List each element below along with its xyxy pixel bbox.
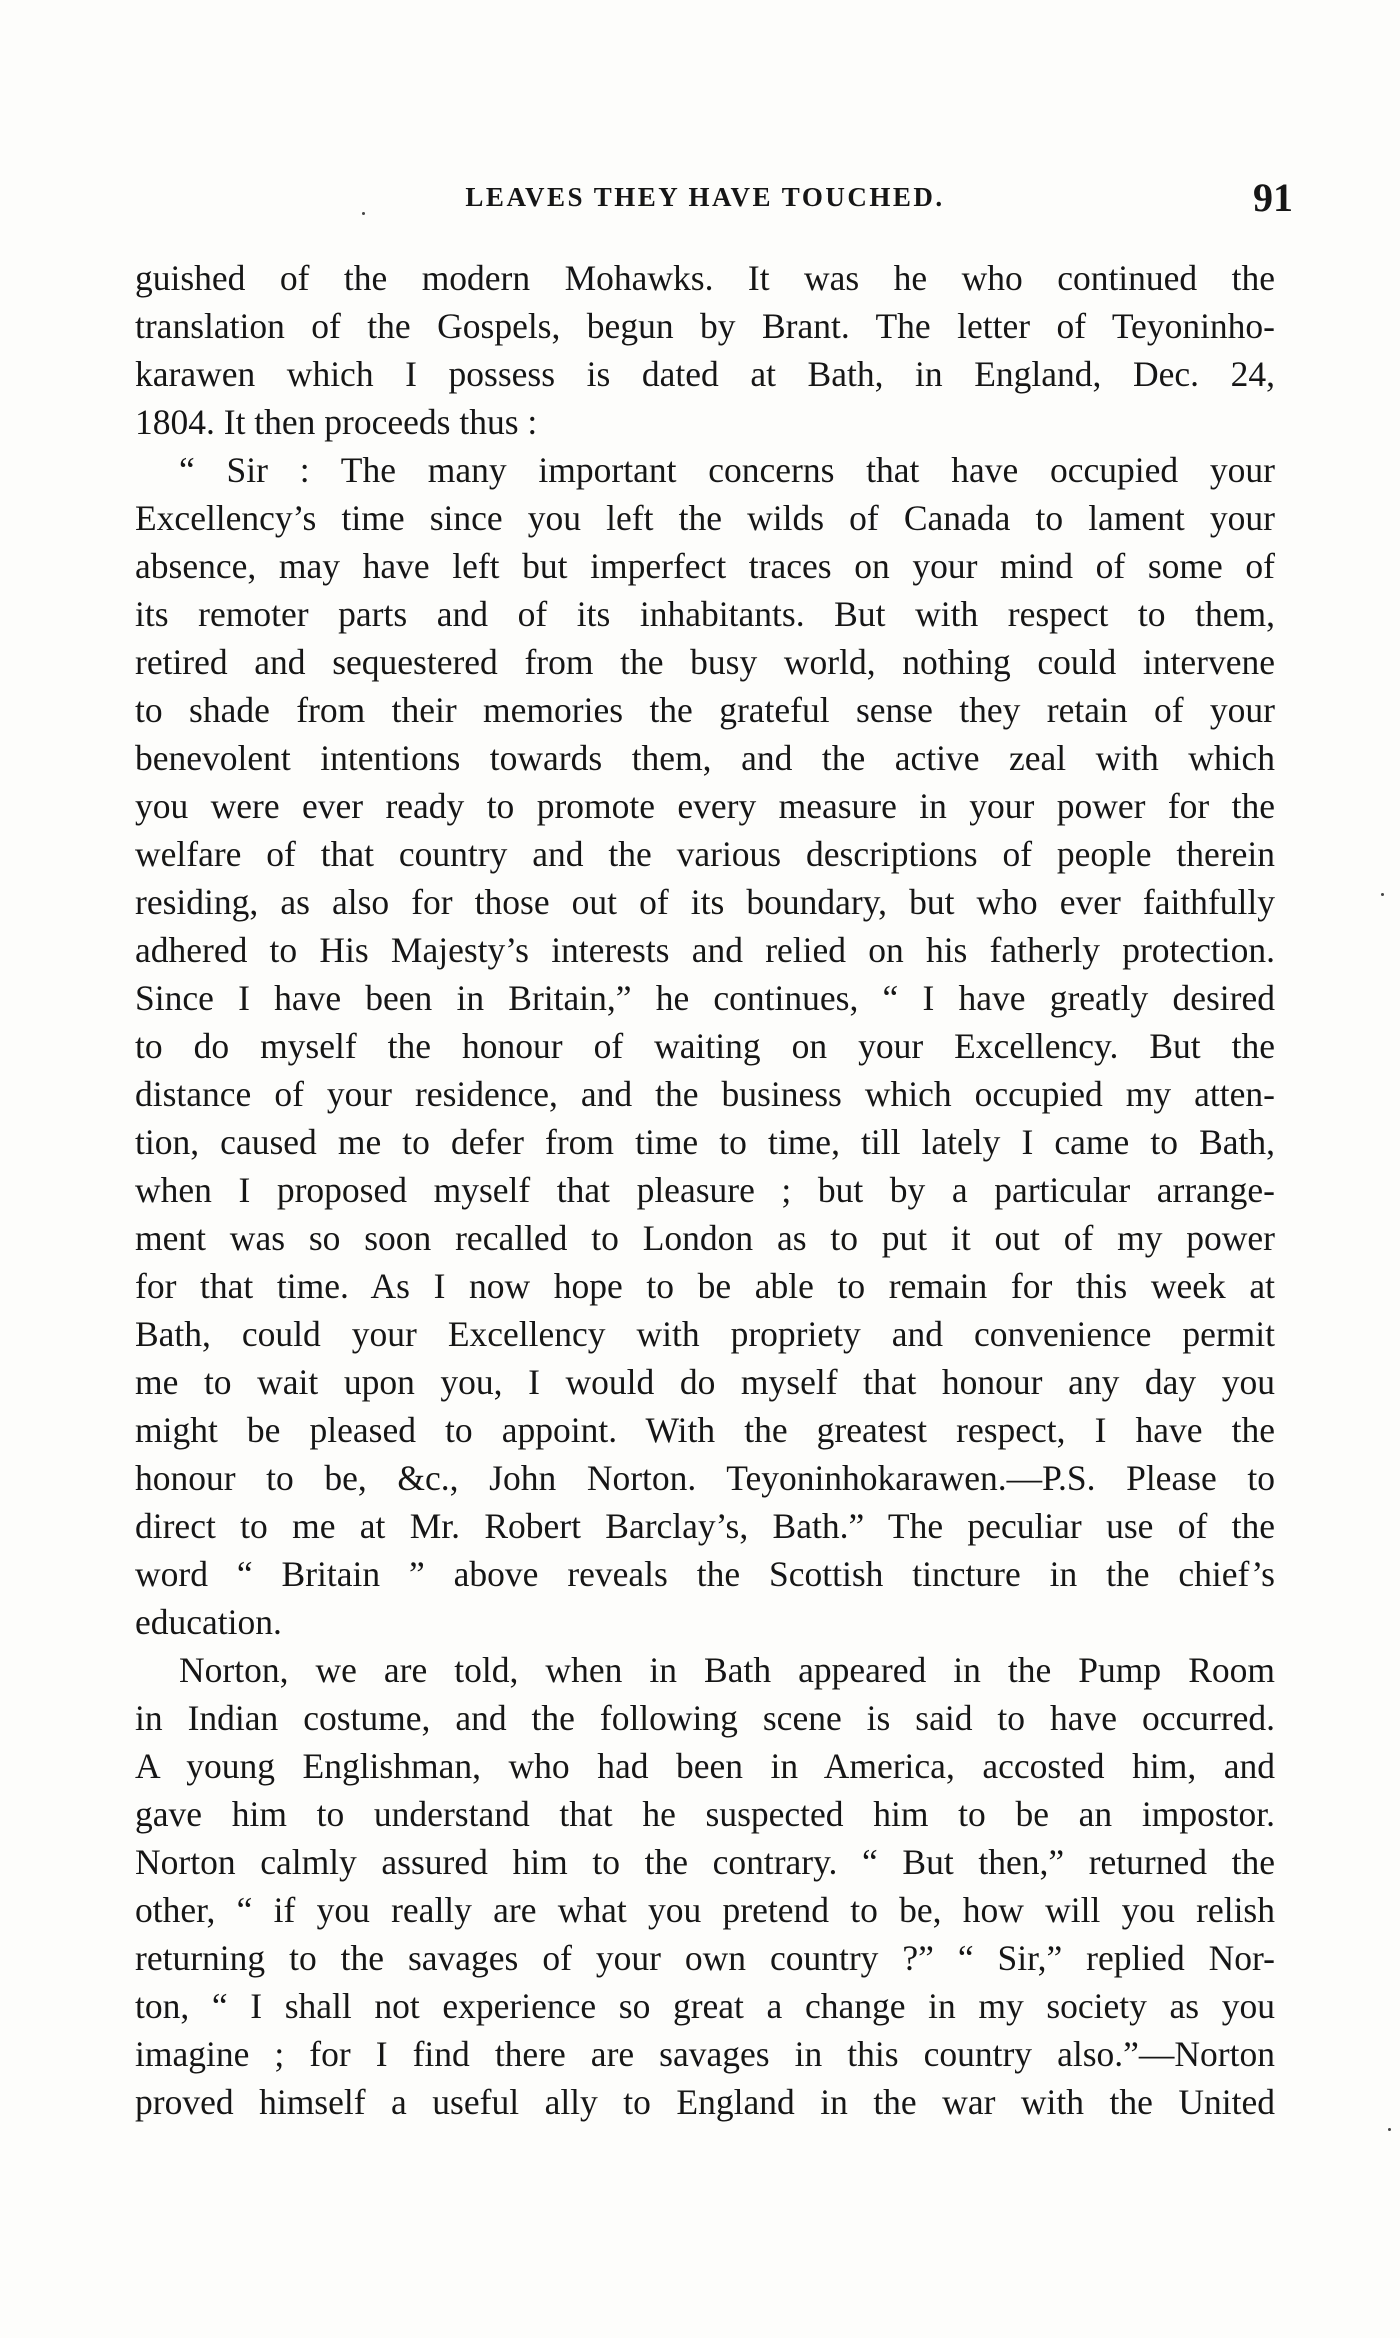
text-line: ment was so soon recalled to London as to put it out of my power	[135, 1218, 1275, 1258]
text-line: direct to me at Mr. Robert Barclay’s, Bath.” The peculiar use of the	[135, 1506, 1275, 1546]
text-line: Since I have been in Britain,” he continues, “ I have greatly desired	[135, 978, 1275, 1018]
text-line: might be pleased to appoint. With the greatest respect, I have the	[135, 1410, 1275, 1450]
running-head	[135, 175, 1293, 230]
text-line: guished of the modern Mohawks. It was he who continued the	[135, 258, 1275, 298]
text-line: Norton calmly assured him to the contrary. “ But then,” returned the	[135, 1842, 1275, 1882]
scan-speck	[1381, 893, 1384, 896]
text-line: karawen which I possess is dated at Bath, in England, Dec. 24,	[135, 354, 1275, 394]
text-line: absence, may have left but imperfect traces on your mind of some of	[135, 546, 1275, 586]
text-line: gave him to understand that he suspected him to be an impostor.	[135, 1794, 1275, 1834]
text-line: its remoter parts and of its inhabitants. But with respect to them,	[135, 594, 1275, 634]
text-line: Excellency’s time since you left the wilds of Canada to lament your	[135, 498, 1275, 538]
text-line: ton, “ I shall not experience so great a change in my society as you	[135, 1986, 1275, 2026]
text-line: Bath, could your Excellency with propriety and convenience permit	[135, 1314, 1275, 1354]
text-line: when I proposed myself that pleasure ; but by a particular arrange-	[135, 1170, 1275, 1210]
scan-speck	[1388, 2128, 1391, 2131]
text-line: Norton, we are told, when in Bath appeared in the Pump Room	[179, 1650, 1275, 1690]
text-line: me to wait upon you, I would do myself that honour any day you	[135, 1362, 1275, 1402]
text-line: translation of the Gospels, begun by Brant. The letter of Teyoninho-	[135, 306, 1275, 346]
text-line: welfare of that country and the various descriptions of people therein	[135, 834, 1275, 874]
page-number: 91	[1253, 175, 1293, 220]
text-line: to shade from their memories the grateful sense they retain of your	[135, 690, 1275, 730]
text-line: imagine ; for I find there are savages in this country also.”—Norton	[135, 2034, 1275, 2074]
text-line: word “ Britain ” above reveals the Scottish tincture in the chief’s	[135, 1554, 1275, 1594]
running-title: LEAVES THEY HAVE TOUCHED.	[465, 182, 945, 212]
text-line: for that time. As I now hope to be able to remain for this week at	[135, 1266, 1275, 1306]
text-line: proved himself a useful ally to England in the war with the United	[135, 2082, 1275, 2122]
text-line: tion, caused me to defer from time to time, till lately I came to Bath,	[135, 1122, 1275, 1162]
text-line: “ Sir : The many important concerns that have occupied your	[179, 450, 1275, 490]
text-line: retired and sequestered from the busy world, nothing could intervene	[135, 642, 1275, 682]
text-line: adhered to His Majesty’s interests and relied on his fatherly protection.	[135, 930, 1275, 970]
scan-speck	[362, 212, 365, 215]
body-text	[135, 254, 1275, 2126]
text-line: honour to be, &c., John Norton. Teyoninhokarawen.—P.S. Please to	[135, 1458, 1275, 1498]
text-line: benevolent intentions towards them, and the active zeal with which	[135, 738, 1275, 778]
text-line: returning to the savages of your own country ?” “ Sir,” replied Nor-	[135, 1938, 1275, 1978]
text-line: you were ever ready to promote every measure in your power for the	[135, 786, 1275, 826]
text-line: education.	[135, 1602, 282, 1642]
text-line: to do myself the honour of waiting on your Excellency. But the	[135, 1026, 1275, 1066]
text-line: A young Englishman, who had been in America, accosted him, and	[135, 1746, 1275, 1786]
text-line: other, “ if you really are what you pretend to be, how will you relish	[135, 1890, 1275, 1930]
text-line: distance of your residence, and the business which occupied my atten-	[135, 1074, 1275, 1114]
text-line: residing, as also for those out of its boundary, but who ever faithfully	[135, 882, 1275, 922]
text-line: in Indian costume, and the following scene is said to have occurred.	[135, 1698, 1275, 1738]
text-line: 1804. It then proceeds thus :	[135, 402, 538, 442]
